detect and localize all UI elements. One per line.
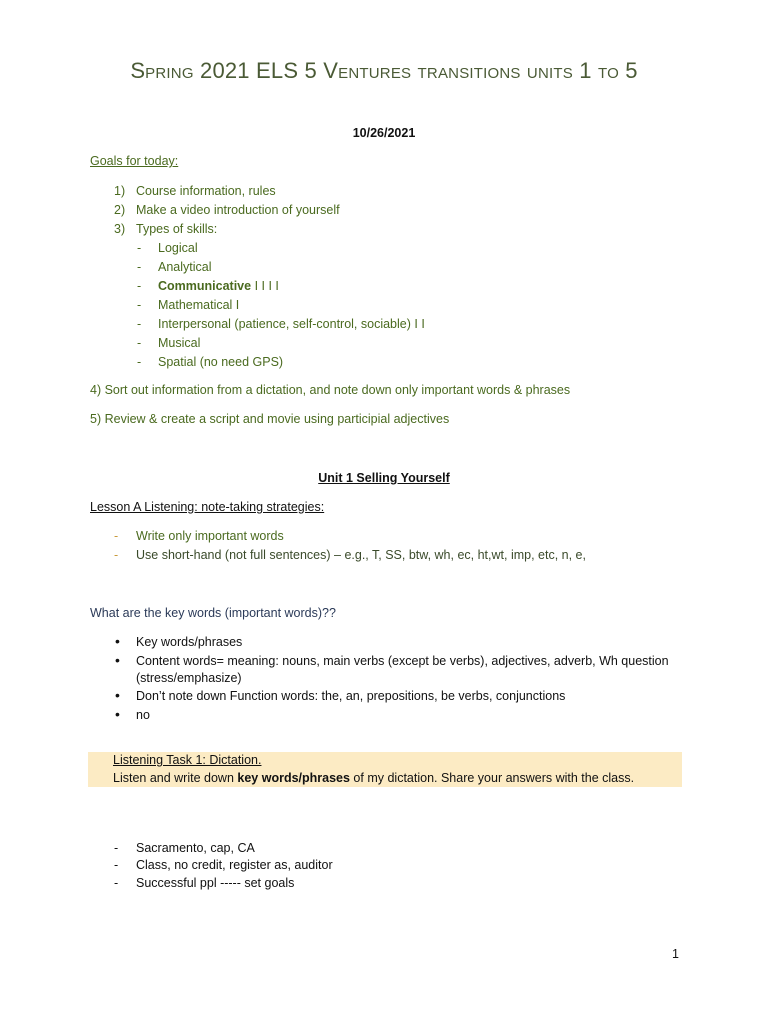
goal-4: 4) Sort out information from a dictation, and note down only important words & phrases [90,383,571,397]
skill-dash: - [137,241,142,255]
lesson-heading: Lesson A Listening: note-taking strategies: [90,500,325,514]
goal-num-1: 1) [114,184,126,198]
skill-logical: Logical [158,241,198,255]
skill-dash: - [137,355,142,369]
note-2: Class, no credit, register as, auditor [136,858,333,872]
key-bullet-2: Content words= meaning: nouns, main verbs (except be verbs), adjectives, adverb, Wh question [136,654,669,668]
note-dash: - [114,841,119,855]
skill-mathematical: Mathematical I [158,298,240,312]
goal-text-3: Types of skills: [136,222,218,236]
bullet-dot: • [115,633,120,649]
key-bullet-4: no [136,708,150,722]
skill-communicative [158,279,279,293]
bullet-dot: • [115,652,120,668]
key-bullet-2-cont: (stress/emphasize) [136,671,242,685]
goal-num-3: 3) [114,222,126,236]
skill-dash: - [137,336,142,350]
bullet-dot: • [115,706,120,722]
task-post: of my dictation. Share your answers with the class. [349,771,635,785]
strategy-2-text: Use short-hand (not full sentences) – e.g., T, SS, btw, wh, ec, ht,wt, imp, etc, n, e, [136,548,586,562]
key-bullet-3: Don’t note down Function words: the, an, prepositions, be verbs, conjunctions [136,689,566,703]
goal-text-2: Make a video introduction of yourself [136,203,340,217]
bullet-dot: • [115,687,120,703]
goal-text-1: Course information, rules [136,184,276,198]
skill-dash: - [137,279,142,293]
key-bullet-1: Key words/phrases [136,635,243,649]
skill-musical: Musical [158,336,201,350]
skill-dash: - [137,317,142,331]
note-dash: - [114,858,119,872]
skill-dash: - [137,260,142,274]
unit-heading: Unit 1 Selling Yourself [318,471,450,485]
skill-analytical: Analytical [158,260,212,274]
note-1: Sacramento, cap, CA [136,841,255,855]
skill-communicative-marks: I I I I [251,279,279,293]
goal-num-2: 2) [114,203,126,217]
skill-spatial: Spatial (no need GPS) [158,355,284,369]
skill-dash: - [137,298,142,312]
task-instruction [113,771,634,785]
document-title: Spring 2021 ELS 5 Ventures transitions units 1 to 5 [130,58,638,83]
note-dash: - [114,876,119,890]
strategy-1: Write only important words [136,529,284,543]
goal-5: 5) Review & create a script and movie using participial adjectives [90,412,450,426]
task-bold: key words/phrases [237,771,350,785]
document-date: 10/26/2021 [352,126,416,140]
strategy-dash: - [114,529,119,543]
skill-communicative-bold: Communicative [158,279,252,293]
note-3: Successful ppl ----- set goals [136,876,295,890]
strategy-2 [136,548,586,562]
goals-heading: Goals for today: [90,154,179,168]
task-pre: Listen and write down [113,771,238,785]
strategy-dash: - [114,548,119,562]
page-number: 1 [672,947,679,961]
task-heading: Listening Task 1: Dictation. [113,753,262,767]
skill-interpersonal: Interpersonal (patience, self-control, sociable) I I [158,317,425,331]
key-words-question: What are the key words (important words)?? [90,606,336,620]
